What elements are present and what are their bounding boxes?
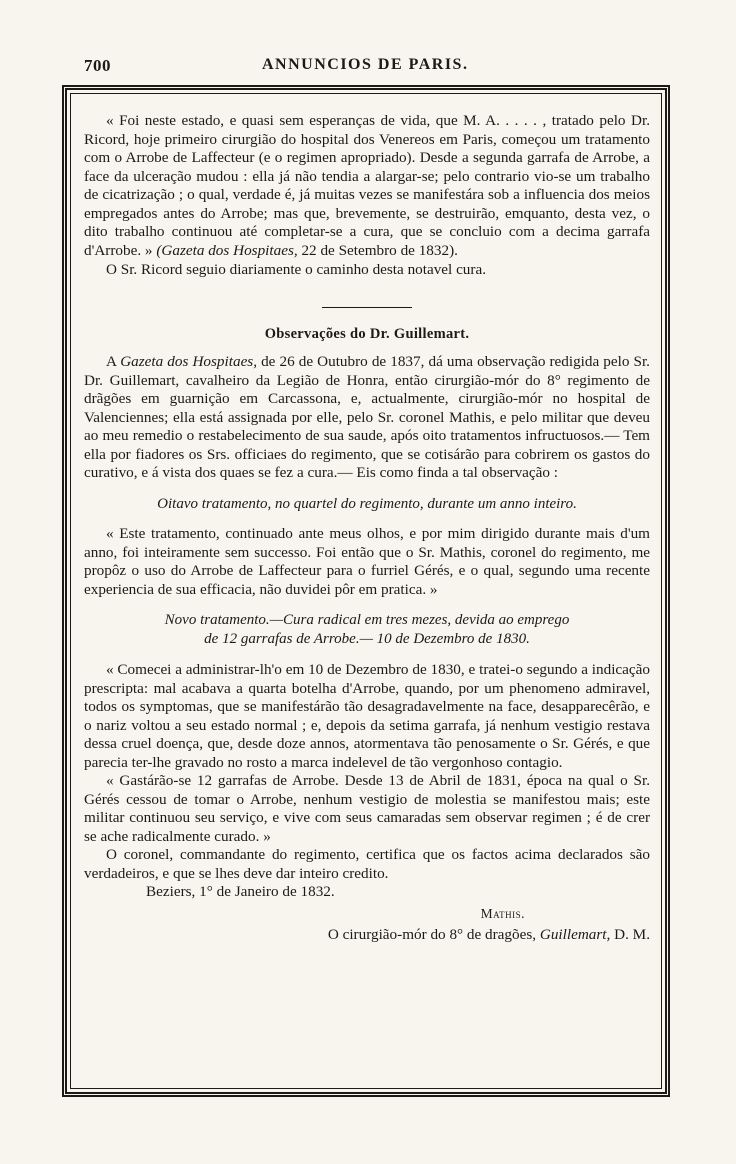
signature-colonel: Mathis. (480, 905, 525, 921)
eighth-treatment-heading: Oitavo tratamento, no quartel do regimento, durante um anno inteiro. (157, 495, 577, 512)
surgeon-title: O cirurgião-mór do 8° de dragões, (327, 926, 540, 943)
paragraph-colonel-certification: O coronel, commandante do regimento, certifica que os factos acima declarados são verdadeiros, e que se lhes deve dar inteiro credito. (84, 846, 650, 882)
case-report-date: 22 de Setembro de 1832). (297, 241, 458, 259)
intro-text: de 26 de Outubro de 1837, dá uma observação redigida pelo Sr. Dr. Guillemart, cavalheiro da Legião de Honra, então cirurgião-mór do 8° regimento de drãgões em guarnição em Carcassona, e, actualmente, cirurgião-mór no hospital de Valenciennes; ella está assignada por elle, pelo Sr. coronel Mathis, e pelo militar que deveu ao meu remedio o restabelecimento de sua saude, após oito tratamentos infructuosos.— Tem ella por fiadores os Srs. officiaes do regimento, que se cotisárão para cobrirem os gastos do curativo, e á vista dos quaes se fez a cura.— Eis como finda a tal observação : (84, 353, 650, 481)
new-treatment-heading-line-1: Novo tratamento.—Cura radical em tres mezes, devida ao emprego (164, 612, 570, 628)
section-divider (322, 307, 412, 308)
intro-source: Gazeta dos Hospitaes, (120, 353, 258, 370)
paragraph-new-treatment-2: « Gastárão-se 12 garrafas de Arrobe. Desde 13 de Abril de 1831, época na qual o Sr. Gérés cessou de tomar o Arrobe, nenhum vestigio de molestia se manifestou mais; este militar continuou seu serviço, e vive com seus camaradas sem observar regimen ; é de crer se ache radicalmente curado. » (84, 772, 650, 845)
paragraph-eighth-treatment: « Este tratamento, continuado ante meus olhos, e por mim dirigido durante mais d'um anno, foi inteiramente sem successo. Foi então que o Sr. Mathis, coronel do regimento, me propôz o uso do Arrobe de Laffecteur para o furriel Gérés, e o qual, segundo uma recente experiencia de sua efficacia, não duvidei pôr em pratica. » (84, 525, 650, 598)
intro-lead: A (106, 353, 121, 370)
case-report-text: « Foi neste estado, e quasi sem esperanças de vida, que M. A. . . . . , tratado pelo Dr. Ricord, hoje primeiro cirurgião do hospital dos Venereos em Paris, começou um tratamento com o Arrobe de Laffecteur (e o regimen apropriado). Desde a segunda garrafa de Arrobe, a face da ulceração mudou : ella já não tendia a alargar-se; pelo contrario vio-se um trabalho de cicatrização ; o qual, verdade é, já muitas vezes se manifestára sob a influencia dos meios empregados antes do Arrobe; mas que, brevemente, se destruirão, emquanto, desta vez, o dito trabalho continuou até completar-se a cura, que se concluio com a decima garrafa d'Arrobe. » (84, 112, 650, 259)
source-citation: (Gazeta dos Hospitaes, (156, 241, 298, 259)
page-number: 700 (84, 56, 111, 75)
paragraph-case-report (84, 112, 650, 260)
article-body (84, 112, 650, 945)
new-treatment-heading-line-2: de 12 garrafas de Arrobe.— 10 de Dezembro de 1830. (204, 631, 530, 647)
surgeon-name: Guillemart, (539, 926, 611, 943)
paragraph-ricord-followup: O Sr. Ricord seguio diariamente o caminho desta notavel cura. (106, 261, 486, 278)
place-date: Beziers, 1° de Janeiro de 1832. (146, 883, 335, 900)
paragraph-new-treatment-1: « Comecei a administrar-lh'o em 10 de Dezembro de 1830, e tratei-o segundo a indicação prescripta: mal acabava a quarta botelha d'Arrobe, quando, por um phenomeno admiravel, todos os symptomas, que se manifestárão tão desagradavelmente na face, desapparecêrão, e o nariz voltou a seu estado normal ; e, depois da setima garrafa, já nenhum vestigio restava dessa cruel doença, que, desde doze annos, atormentava tão penosamente o Sr. Gérés, e que parecia ter-lhe gravado no rosto a marca indelevel de tão vergonhoso contagio. (84, 661, 650, 771)
section-heading: Observações do Dr. Guillemart. (264, 325, 470, 342)
signature-surgeon (84, 926, 650, 945)
paragraph-gazette-intro (84, 353, 650, 483)
new-treatment-heading (84, 611, 650, 649)
running-title: ANNUNCIOS DE PARIS. (262, 56, 469, 73)
surgeon-degree: D. M. (610, 926, 650, 943)
page-header (84, 56, 674, 80)
